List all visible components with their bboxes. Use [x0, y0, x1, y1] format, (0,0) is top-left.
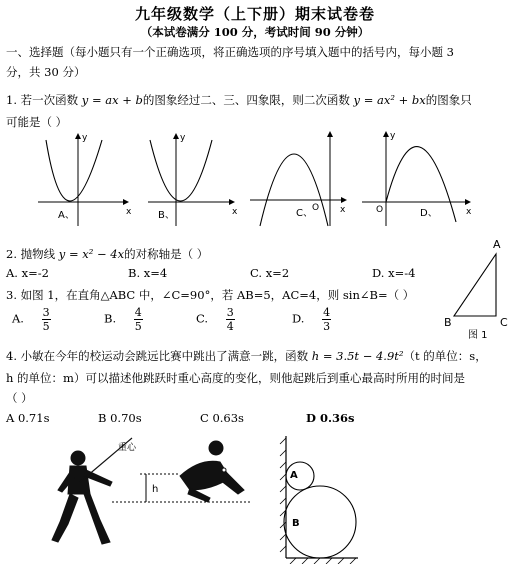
section-intro-line1: 一、选择题（每小题只有一个正确选项，将正确选项的序号填入题中的括号内，每小题 3 — [6, 45, 454, 59]
q3-option-a-letter: A. — [12, 311, 24, 326]
page-subtitle: （本试卷满分 100 分，考试时间 90 分钟） — [140, 25, 370, 39]
jumper-figure — [180, 441, 244, 502]
question-1-line2: 可能是（ ） — [6, 115, 68, 129]
q3-option-b-letter: B. — [104, 311, 117, 326]
figure-1-caption: 图 1 — [468, 330, 488, 341]
q1-text-b: 的图象经过二、三、四象限，则二次函数 — [142, 93, 354, 107]
graph-d-label: D、 — [420, 208, 438, 219]
q3-option-d-fraction — [322, 306, 331, 333]
graph-c-label: C、 — [296, 208, 313, 219]
graph-d-y-label: y — [390, 131, 396, 141]
graph-d-x-label: x — [466, 207, 472, 217]
long-jump-figure — [40, 432, 260, 562]
q1-text-c: 的图象只 — [425, 93, 472, 107]
q2-math: y = x² − 4x — [58, 247, 125, 261]
question-4-line1 — [6, 348, 487, 364]
q4-math: h = 3.5t − 4.9t² — [311, 349, 404, 363]
triangle-vertex-b: B — [444, 316, 452, 329]
question-4-line2: h 的单位：m）可以描述他跳跃时重心高度的变化，则他起跳后到重心最高时所用的时间是 — [6, 371, 465, 385]
question-2-text — [6, 246, 208, 262]
q3-option-a-fraction — [42, 306, 51, 333]
question-1-text — [6, 92, 472, 108]
q3-option-b-fraction — [134, 306, 143, 333]
graph-d-origin: O — [376, 205, 384, 215]
graph-a-x-label: x — [126, 207, 132, 217]
question-3-text: 3. 如图 1，在直角△ABC 中，∠C=90°，若 AB=5，AC=4，则 sin∠B=（ ） — [6, 288, 415, 302]
q3-option-d-letter: D. — [292, 311, 305, 326]
q3-option-c-fraction — [226, 306, 235, 333]
graph-b-y-label: y — [180, 133, 186, 143]
triangle-vertex-c: C — [500, 316, 508, 329]
q2-text-b: 的对称轴是（ ） — [124, 247, 209, 261]
q3-d-num: 4 — [323, 306, 331, 319]
q1-graphs — [0, 122, 510, 232]
q3-d-den: 3 — [323, 320, 331, 333]
q3-option-b — [104, 306, 143, 333]
q3-a-num: 3 — [42, 306, 50, 319]
graph-c-origin: O — [312, 203, 320, 213]
graph-a-y-label: y — [82, 133, 88, 143]
q2-option-d: D. x=-4 — [372, 266, 416, 280]
q3-c-den: 4 — [226, 320, 234, 333]
graph-b — [148, 133, 238, 226]
q2-option-c: C. x=2 — [250, 266, 290, 280]
q4-option-d: D 0.36s — [306, 411, 355, 425]
q3-option-a — [12, 306, 51, 333]
q4-option-b: B 0.70s — [98, 411, 142, 425]
q4-line1-b: （t 的单位：s， — [403, 349, 487, 363]
graph-c — [250, 132, 346, 226]
triangle-vertex-a: A — [493, 238, 501, 251]
q2-option-b: B. x=4 — [128, 266, 168, 280]
q3-option-c-letter: C. — [196, 311, 209, 326]
q3-a-den: 5 — [42, 320, 50, 333]
graph-c-x-label: x — [340, 205, 346, 215]
q1-text-a: 1. 若一次函数 — [6, 93, 82, 107]
graph-a-label: A、 — [58, 210, 75, 221]
page-title: 九年级数学（上下册）期末试卷卷 — [134, 5, 375, 23]
q4-option-a: A 0.71s — [6, 411, 50, 425]
section-intro-line2: 分，共 30 分） — [6, 65, 86, 79]
circle-a-label: A — [290, 470, 298, 481]
graph-b-label: B、 — [158, 210, 175, 221]
graph-d — [362, 131, 472, 226]
graph-a — [38, 133, 132, 226]
q3-option-d — [292, 306, 331, 333]
q3-option-c — [196, 306, 235, 333]
height-label: h — [152, 484, 159, 495]
q3-b-num: 4 — [134, 306, 142, 319]
q4-option-c: C 0.63s — [200, 411, 244, 425]
center-of-gravity-label: 重心 — [118, 443, 137, 453]
circles-figure — [270, 432, 370, 564]
q3-triangle-figure — [440, 236, 510, 342]
circle-b-label: B — [292, 518, 300, 529]
graph-b-x-label: x — [232, 207, 238, 217]
q1-math-a: y = ax + b — [81, 93, 143, 107]
q2-option-a: A. x=-2 — [6, 266, 49, 280]
q4-line1-a: 4. 小敏在今年的校运动会跳远比赛中跳出了满意一跳，函数 — [6, 349, 312, 363]
q1-math-b: y = ax² + bx — [353, 93, 426, 107]
q3-c-num: 3 — [226, 306, 234, 319]
runner-figure — [52, 438, 132, 544]
q2-text-a: 2. 抛物线 — [6, 247, 59, 261]
question-4-line3: （ ） — [6, 391, 33, 405]
q3-b-den: 5 — [134, 320, 142, 333]
